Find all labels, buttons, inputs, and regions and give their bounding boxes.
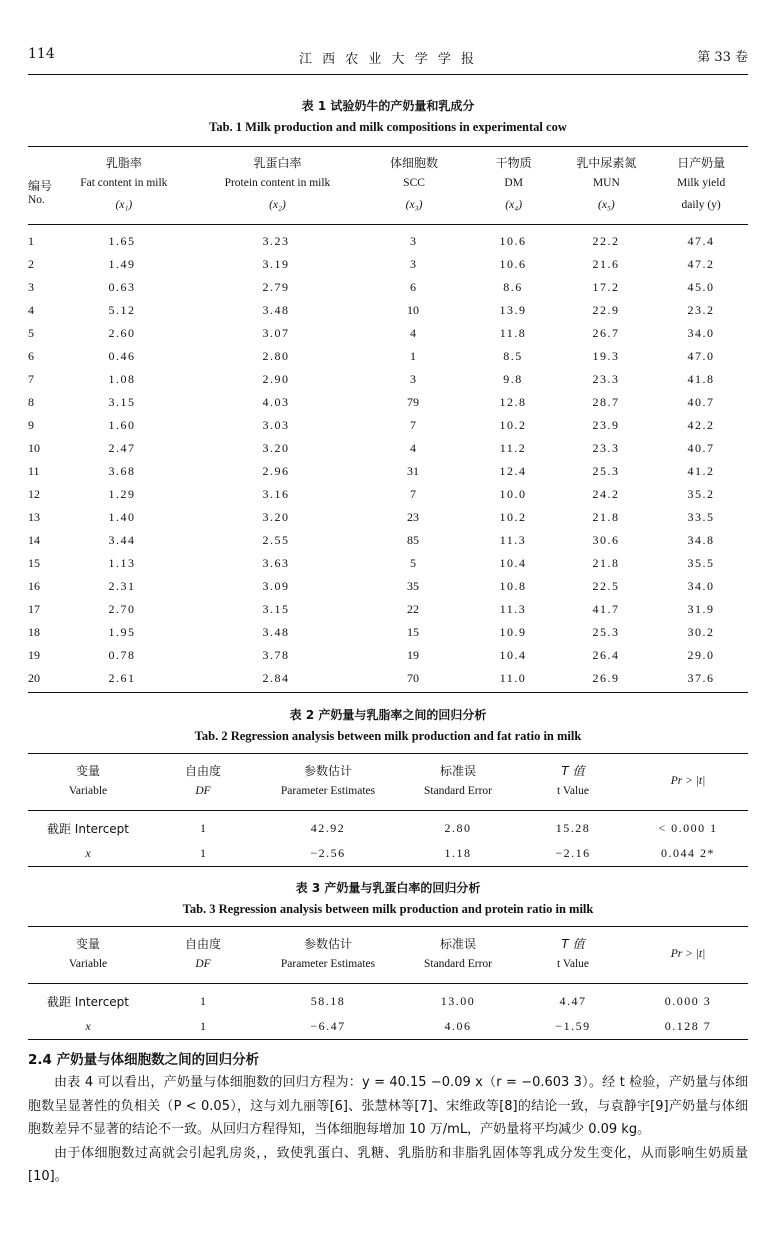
- table-cell: 23: [407, 510, 419, 524]
- table-cell: 2.96: [262, 464, 290, 478]
- table-cell: 3.15: [262, 602, 290, 616]
- table-row: [28, 299, 748, 322]
- t2-col-variable-cn: 变量: [75, 763, 100, 778]
- table-cell: 15.28: [555, 821, 591, 835]
- row-number: 18: [28, 625, 40, 639]
- table-cell: 2.80: [262, 349, 290, 363]
- t2-col-df-en: DF: [195, 785, 211, 797]
- col-fat-sym: (x₁): [115, 199, 133, 211]
- table-cell: 3.68: [108, 464, 136, 478]
- table-cell: 1.65: [108, 234, 136, 248]
- table-cell: 1: [200, 1019, 206, 1033]
- table-cell: 28.7: [592, 395, 620, 409]
- table2-top-rule: [28, 753, 748, 754]
- table-cell: 58.18: [310, 994, 346, 1008]
- section-heading: 2.4 产奶量与体细胞数之间的回归分析: [28, 1052, 260, 1068]
- table-cell: 23.2: [687, 303, 715, 317]
- t3-col-t-en: t Value: [556, 958, 590, 970]
- table-cell: −1.59: [555, 1019, 591, 1033]
- table-cell: 10.6: [499, 257, 527, 271]
- table-cell: 3.20: [262, 510, 290, 524]
- table-cell: 22.5: [592, 579, 620, 593]
- table-cell: 26.4: [592, 648, 620, 662]
- table-cell: 2.80: [444, 821, 472, 835]
- table-cell: 4.03: [262, 395, 290, 409]
- table-cell: 3.16: [262, 487, 290, 501]
- body-text: [28, 1071, 748, 1189]
- table-row: [28, 322, 748, 345]
- col-fat-cn: 乳脂率: [105, 155, 142, 170]
- table-row: [28, 460, 748, 483]
- table-cell: 3.19: [262, 257, 290, 271]
- table-cell: 11.3: [499, 533, 527, 547]
- table3-caption-cn: 表 3 产奶量与乳蛋白率的回归分析: [295, 881, 481, 895]
- table-cell: 1.40: [108, 510, 136, 524]
- table-cell: 29.0: [687, 648, 715, 662]
- col-scc-cn: 体细胞数: [390, 155, 439, 170]
- row-number: 17: [28, 602, 40, 616]
- table-cell: 1.08: [108, 372, 136, 386]
- table-cell: 6: [410, 280, 416, 294]
- table-cell: 85: [407, 533, 419, 547]
- table3-body: [28, 989, 748, 1039]
- table2-header: [28, 760, 748, 802]
- table-cell: 0.128 7: [664, 1019, 712, 1033]
- row-number: 13: [28, 510, 40, 524]
- table-cell: 3: [410, 257, 416, 271]
- table-cell: 4.06: [444, 1019, 472, 1033]
- table-cell: 1.49: [108, 257, 136, 271]
- table-cell: 1.60: [108, 418, 136, 432]
- table-cell: 22: [407, 602, 419, 616]
- table-cell: 40.7: [687, 441, 715, 455]
- row-number: 1: [28, 234, 34, 248]
- table1-caption-en: Tab. 1 Milk production and milk compositions in experimental cow: [209, 120, 567, 134]
- row-number: 15: [28, 556, 40, 570]
- table-cell: 12.8: [499, 395, 527, 409]
- table-row: [28, 506, 748, 529]
- table-cell: 21.6: [592, 257, 620, 271]
- table-cell: 0.78: [108, 648, 136, 662]
- col-dm-en: DM: [504, 177, 523, 189]
- table-cell: 47.2: [687, 257, 715, 271]
- table-cell: 10.9: [499, 625, 527, 639]
- table-cell: 47.0: [687, 349, 715, 363]
- table2-caption-en: Tab. 2 Regression analysis between milk production and fat ratio in milk: [194, 729, 582, 743]
- table-cell: 11.0: [499, 671, 527, 685]
- table-cell: 4: [410, 326, 416, 340]
- row-number: 12: [28, 487, 40, 501]
- table-cell: 31.9: [687, 602, 715, 616]
- table-cell: 1.13: [108, 556, 136, 570]
- variable-name: 截距 Intercept: [46, 822, 130, 836]
- table-cell: 70: [407, 671, 419, 685]
- table1-top-rule: [28, 146, 748, 147]
- table3-caption-en: Tab. 3 Regression analysis between milk production and protein ratio in milk: [182, 902, 594, 916]
- table-cell: 41.8: [687, 372, 715, 386]
- table-cell: 10.2: [499, 418, 527, 432]
- table-cell: 25.3: [592, 464, 620, 478]
- journal-name: 江 西 农 业 大 学 学 报: [299, 52, 477, 67]
- table-row: [28, 644, 748, 667]
- row-number: 6: [28, 349, 34, 363]
- row-number: 7: [28, 372, 34, 386]
- col-scc-sym: (x₃): [405, 199, 423, 211]
- col-mun-cn: 乳中尿素氮: [576, 155, 637, 170]
- table1-header: [28, 152, 748, 216]
- table-cell: 13.00: [440, 994, 476, 1008]
- table-cell: 10.6: [499, 234, 527, 248]
- table-cell: 3.20: [262, 441, 290, 455]
- table-row: [28, 368, 748, 391]
- table-cell: 2.55: [262, 533, 290, 547]
- col-no-cn: 编号: [28, 179, 53, 193]
- table3-bottom-rule: [28, 1039, 748, 1040]
- table-cell: 10.4: [499, 556, 527, 570]
- table-cell: 41.7: [592, 602, 620, 616]
- table2-body: [28, 816, 748, 866]
- table-cell: 2.61: [108, 671, 136, 685]
- table-cell: 47.4: [687, 234, 715, 248]
- table-cell: −6.47: [310, 1019, 346, 1033]
- volume-label: 第 33 卷: [697, 50, 748, 65]
- table-row: [28, 667, 748, 690]
- t3-col-t-cn: T 值: [561, 936, 585, 951]
- table-cell: 2.70: [108, 602, 136, 616]
- table-cell: 3: [410, 234, 416, 248]
- row-number: 19: [28, 648, 40, 662]
- t3-col-estimate-cn: 参数估计: [303, 936, 352, 951]
- table-cell: 1.18: [444, 846, 472, 860]
- table-row: [28, 276, 748, 299]
- table-row: [28, 345, 748, 368]
- col-dm-sym: (x₄): [505, 199, 523, 211]
- table-cell: 2.79: [262, 280, 290, 294]
- col-no-en: No.: [28, 194, 45, 206]
- col-protein-sym: (x₂): [269, 199, 286, 211]
- table-row: [28, 841, 748, 866]
- table-cell: 21.8: [592, 510, 620, 524]
- table-cell: 3.09: [262, 579, 290, 593]
- table-cell: 23.3: [592, 441, 620, 455]
- col-yield-cn: 日产奶量: [677, 155, 726, 170]
- table-cell: 10: [407, 303, 419, 317]
- t2-col-t-en: t Value: [556, 785, 590, 797]
- t3-col-df-cn: 自由度: [184, 936, 221, 951]
- table-cell: 3: [410, 372, 416, 386]
- table-cell: 42.92: [310, 821, 346, 835]
- row-number: 5: [28, 326, 34, 340]
- table-row: [28, 598, 748, 621]
- table2-caption-cn: 表 2 产奶量与乳脂率之间的回归分析: [289, 708, 487, 722]
- table3-header-rule: [28, 983, 748, 984]
- table-cell: 0.044 2*: [661, 846, 715, 860]
- table-cell: 8.6: [503, 280, 523, 294]
- table-cell: 79: [407, 395, 419, 409]
- table-cell: 17.2: [592, 280, 620, 294]
- table-cell: 5.12: [108, 303, 136, 317]
- table3-top-rule: [28, 926, 748, 927]
- t2-col-df-cn: 自由度: [184, 763, 221, 778]
- table-cell: 22.9: [592, 303, 620, 317]
- table-cell: 30.2: [687, 625, 715, 639]
- t2-col-pr: Pr > |t|: [670, 775, 706, 787]
- table-cell: 4: [410, 441, 416, 455]
- table-cell: 15: [407, 625, 419, 639]
- table-cell: 21.8: [592, 556, 620, 570]
- row-number: 3: [28, 280, 34, 294]
- table2-header-rule: [28, 810, 748, 811]
- table-row: [28, 437, 748, 460]
- table-cell: −2.56: [310, 846, 346, 860]
- table-cell: 30.6: [592, 533, 620, 547]
- col-protein-en: Protein content in milk: [224, 177, 331, 189]
- table2-bottom-rule: [28, 866, 748, 867]
- t3-col-se-cn: 标准误: [439, 936, 476, 951]
- table1-bottom-rule: [28, 692, 748, 693]
- table-cell: < 0.000 1: [658, 821, 718, 835]
- table-cell: 35.2: [687, 487, 715, 501]
- table-cell: 3.63: [262, 556, 290, 570]
- table-cell: 1: [410, 349, 416, 363]
- table-cell: 10.8: [499, 579, 527, 593]
- row-number: 8: [28, 395, 34, 409]
- table-cell: 9.8: [503, 372, 523, 386]
- table-cell: 34.0: [687, 579, 715, 593]
- table-row: [28, 529, 748, 552]
- table-cell: 1: [200, 846, 206, 860]
- table-cell: 7: [410, 418, 416, 432]
- table-cell: 2.84: [262, 671, 290, 685]
- page-number: 114: [28, 46, 55, 62]
- row-number: 2: [28, 257, 34, 271]
- table-cell: 3.03: [262, 418, 290, 432]
- table-cell: 10.0: [499, 487, 527, 501]
- table-cell: 4.47: [559, 994, 587, 1008]
- table-row: [28, 391, 748, 414]
- table-cell: 3.44: [108, 533, 136, 547]
- t3-col-df-en: DF: [195, 958, 211, 970]
- col-mun-sym: (x₅): [597, 199, 615, 211]
- table-cell: 31: [407, 464, 419, 478]
- table-cell: 26.7: [592, 326, 620, 340]
- table-cell: 2.90: [262, 372, 290, 386]
- table-cell: 3.23: [262, 234, 290, 248]
- table-cell: 35: [407, 579, 419, 593]
- col-yield-sym: daily (y): [681, 199, 721, 211]
- table-cell: 19.3: [592, 349, 620, 363]
- table-cell: 19: [407, 648, 419, 662]
- table-cell: 0.63: [108, 280, 136, 294]
- table-cell: 5: [410, 556, 416, 570]
- row-number: 4: [28, 303, 34, 317]
- table-cell: 2.31: [108, 579, 136, 593]
- t2-col-variable-en: Variable: [68, 785, 108, 797]
- table-row: [28, 414, 748, 437]
- variable-name: 截距 Intercept: [46, 995, 130, 1009]
- table-row: [28, 989, 748, 1014]
- table-row: [28, 230, 748, 253]
- table-cell: 0.000 3: [664, 994, 712, 1008]
- table-cell: 11.2: [499, 441, 527, 455]
- t3-col-variable-cn: 变量: [75, 936, 100, 951]
- t2-col-estimate-en: Parameter Estimates: [280, 785, 376, 797]
- table1-header-rule: [28, 224, 748, 225]
- table-row: [28, 621, 748, 644]
- table-row: [28, 483, 748, 506]
- t3-col-pr: Pr > |t|: [670, 948, 706, 960]
- row-number: 11: [28, 464, 40, 478]
- table-cell: 10.2: [499, 510, 527, 524]
- t2-col-se-en: Standard Error: [423, 785, 493, 797]
- t2-col-t-cn: T 值: [561, 763, 585, 778]
- table-cell: 1.29: [108, 487, 136, 501]
- header-rule: [28, 74, 748, 75]
- table-cell: 25.3: [592, 625, 620, 639]
- table-row: [28, 816, 748, 841]
- running-header: [28, 46, 748, 70]
- table-cell: 24.2: [592, 487, 620, 501]
- table1-caption-cn: 表 1 试验奶牛的产奶量和乳成分: [301, 99, 475, 113]
- table-cell: 41.2: [687, 464, 715, 478]
- t2-col-se-cn: 标准误: [439, 763, 476, 778]
- table-cell: 2.47: [108, 441, 136, 455]
- table-cell: 45.0: [687, 280, 715, 294]
- table-cell: 23.9: [592, 418, 620, 432]
- table-row: [28, 575, 748, 598]
- t3-col-se-en: Standard Error: [423, 958, 493, 970]
- table-cell: 3.48: [262, 625, 290, 639]
- variable-name: x: [85, 1019, 91, 1033]
- paragraph-2: 由于体细胞数过高就会引起乳房炎，，致使乳蛋白、乳糖、乳脂肪和非脂乳固体等乳成分发生变化，从而影响生奶质量[10]。: [28, 1145, 748, 1184]
- row-number: 10: [28, 441, 40, 455]
- table-cell: 0.46: [108, 349, 136, 363]
- table-cell: 3.15: [108, 395, 136, 409]
- table-cell: 3.78: [262, 648, 290, 662]
- col-fat-en: Fat content in milk: [80, 177, 168, 189]
- table-cell: 1: [200, 821, 206, 835]
- table-cell: −2.16: [555, 846, 591, 860]
- col-scc-en: SCC: [403, 177, 425, 189]
- table1-body: [28, 230, 748, 690]
- row-number: 14: [28, 533, 40, 547]
- variable-name: x: [85, 846, 91, 860]
- table-cell: 22.2: [592, 234, 620, 248]
- table-cell: 26.9: [592, 671, 620, 685]
- row-number: 9: [28, 418, 34, 432]
- table-cell: 7: [410, 487, 416, 501]
- table-cell: 40.7: [687, 395, 715, 409]
- table-cell: 34.8: [687, 533, 715, 547]
- table-cell: 11.3: [499, 602, 527, 616]
- t3-col-estimate-en: Parameter Estimates: [280, 958, 376, 970]
- table-cell: 13.9: [499, 303, 527, 317]
- table-cell: 12.4: [499, 464, 527, 478]
- t2-col-estimate-cn: 参数估计: [303, 763, 352, 778]
- table-cell: 2.60: [108, 326, 136, 340]
- table-cell: 10.4: [499, 648, 527, 662]
- paragraph-1: 由表 4 可以看出，产奶量与体细胞数的回归方程为：y = 40.15 −0.09 x（r = −0.603 3）。经 t 检验，产奶量与体细胞数呈显著性的负相关（P < 0.05），这与刘九丽等[6]、张慧林等[7]、宋维政等[8]的结论一致，与袁静宇[9]产奶量与体细胞数差异不显著的结论不一致。从回归方程得知，当体细胞每增加 10 万/mL，产奶量将平均减少 0.09 kg。: [28, 1075, 748, 1137]
- col-dm-cn: 干物质: [495, 155, 532, 170]
- table3-header: [28, 933, 748, 975]
- table-cell: 42.2: [687, 418, 715, 432]
- col-mun-en: MUN: [592, 177, 620, 189]
- col-protein-cn: 乳蛋白率: [253, 155, 302, 170]
- table-cell: 34.0: [687, 326, 715, 340]
- table-cell: 8.5: [503, 349, 523, 363]
- table-row: [28, 253, 748, 276]
- table-row: [28, 1014, 748, 1039]
- table-cell: 35.5: [687, 556, 715, 570]
- table-cell: 33.5: [687, 510, 715, 524]
- table-cell: 1: [200, 994, 206, 1008]
- table-cell: 3.48: [262, 303, 290, 317]
- table-cell: 23.3: [592, 372, 620, 386]
- row-number: 20: [28, 671, 40, 685]
- row-number: 16: [28, 579, 40, 593]
- table-cell: 37.6: [687, 671, 715, 685]
- col-yield-en: Milk yield: [677, 177, 726, 189]
- table-cell: 11.8: [499, 326, 527, 340]
- table-row: [28, 552, 748, 575]
- table-cell: 1.95: [108, 625, 136, 639]
- table-cell: 3.07: [262, 326, 290, 340]
- t3-col-variable-en: Variable: [68, 958, 108, 970]
